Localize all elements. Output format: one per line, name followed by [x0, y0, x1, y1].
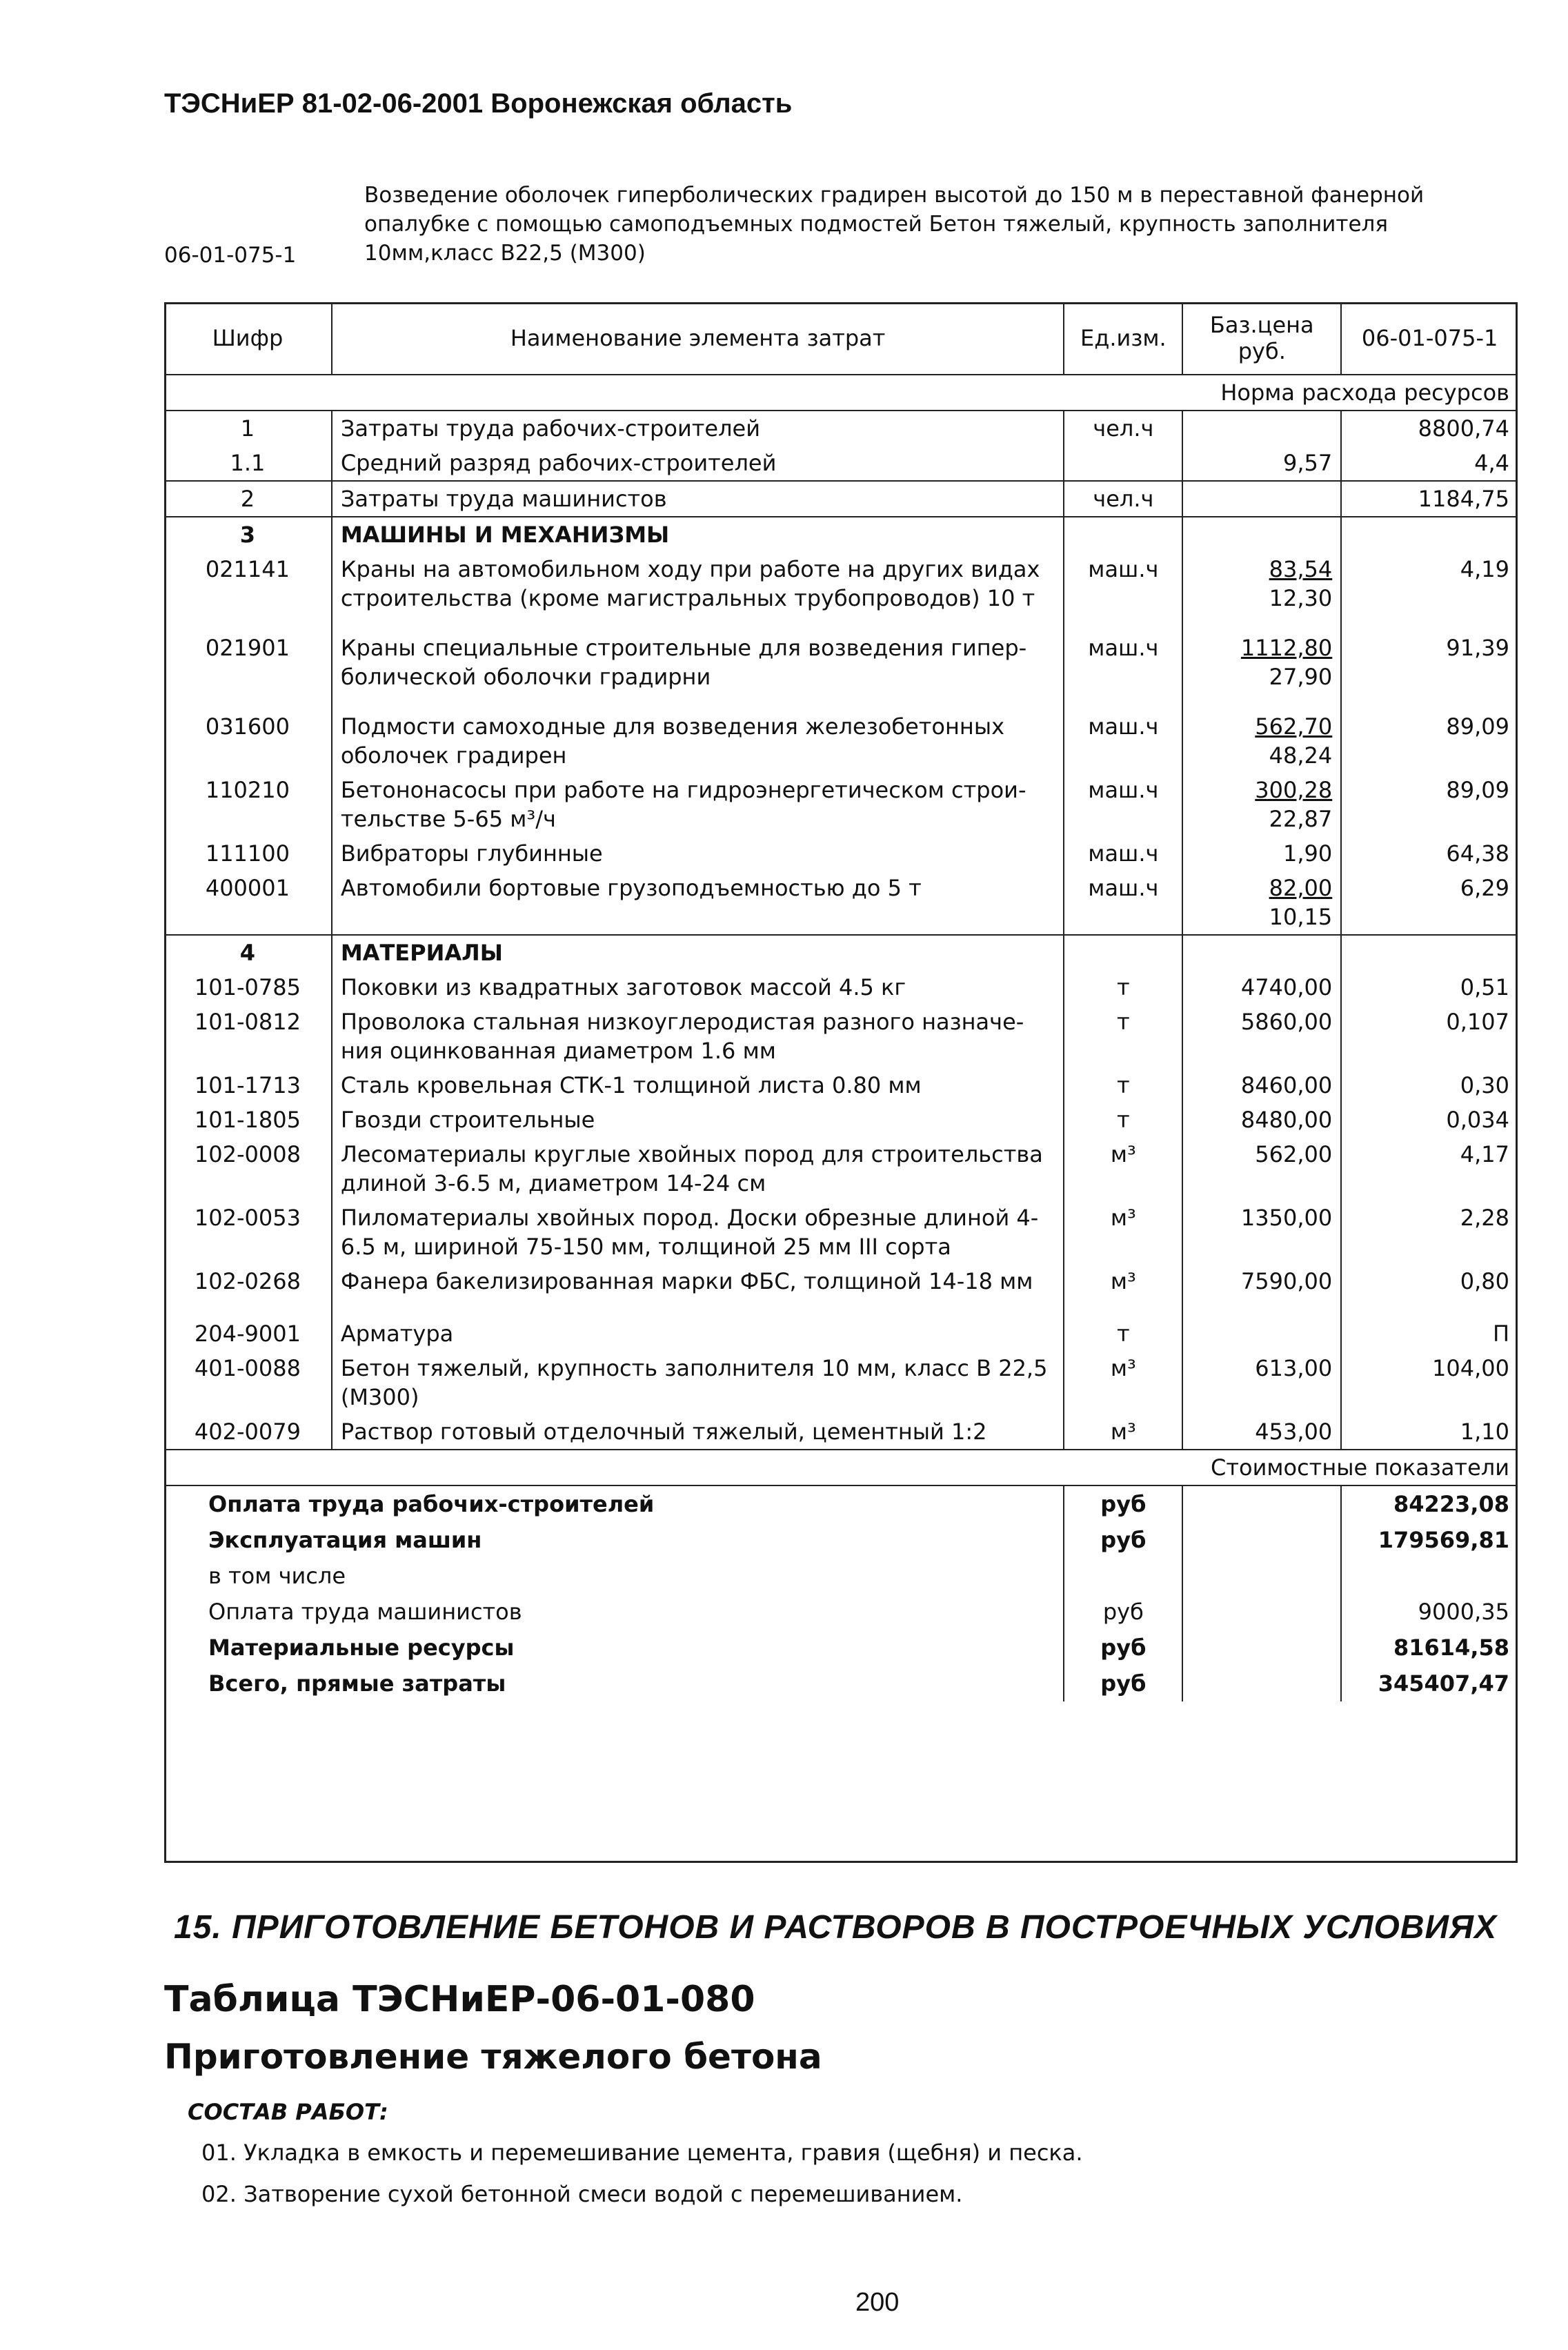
cell-code: 101-1805: [194, 1107, 301, 1133]
cell-name: МАШИНЫ И МЕХАНИЗМЫ: [332, 517, 1064, 552]
cell-unit: [1064, 935, 1182, 970]
cost-label: Стоимостные показатели: [164, 1450, 1518, 1485]
cell-unit: маш.ч: [1064, 552, 1182, 631]
summary-unit: руб: [1064, 1594, 1182, 1630]
intro-description: Возведение оболочек гиперболических градирен высотой до 150 м в переставной фанерной опалубке с помощью самоподъемных подмостей Бетон тяжелый, крупность заполнителя 10мм,класс В22,5 (М300): [364, 183, 1425, 266]
summary-row: [164, 1666, 1518, 1701]
cell-name: Подмости самоходные для возведения железобетонных оболочек градирен: [332, 709, 1064, 773]
cell-code: 102-0268: [194, 1268, 301, 1294]
table-row: [164, 552, 1518, 631]
operation-item: 01. Укладка в емкость и перемешивание цемента, гравия (щебня) и песка.: [201, 2140, 1083, 2166]
cell-code: 1.1: [230, 450, 266, 476]
cell-value: [1341, 935, 1518, 970]
cell-name: Пиломатериалы хвойных пород. Доски обрезные длиной 4-6.5 м, шириной 75-150 мм, толщиной 25 мм III сорта: [332, 1201, 1064, 1264]
cell-value: 0,30: [1341, 1068, 1518, 1103]
price-secondary: 27,90: [1269, 664, 1333, 690]
operations-list: [201, 2132, 1083, 2215]
cell-value: 0,034: [1341, 1103, 1518, 1137]
summary-unit: руб: [1064, 1485, 1182, 1522]
summary-row: [164, 1594, 1518, 1630]
price-primary: 4740,00: [1240, 974, 1333, 1000]
price-primary: 562,00: [1255, 1141, 1333, 1167]
composition-label: СОСТАВ РАБОТ:: [188, 2099, 388, 2125]
summary-name: Эксплуатация машин: [208, 1527, 482, 1553]
norms-table: [164, 302, 1518, 1701]
cell-value: 1,10: [1341, 1414, 1518, 1450]
table-row: [164, 970, 1518, 1005]
cell-code: 021901: [205, 635, 290, 661]
cell-value: 6,29: [1341, 871, 1518, 935]
price-primary: 8460,00: [1240, 1072, 1333, 1098]
cell-code: 021141: [205, 556, 290, 582]
header-price: Баз.цена руб.: [1182, 302, 1341, 375]
cell-price: [1182, 1264, 1341, 1316]
header-code: Шифр: [212, 325, 284, 351]
cell-price: [1182, 446, 1341, 481]
cell-code: 2: [164, 481, 332, 517]
summary-name: Оплата труда машинистов: [208, 1599, 522, 1625]
summary-empty: [1182, 1522, 1341, 1558]
price-primary: 562,70: [1255, 713, 1333, 740]
cell-code: 204-9001: [194, 1321, 301, 1347]
table-row: [164, 411, 1518, 446]
price-primary: 9,57: [1283, 450, 1333, 476]
cell-price: [1182, 631, 1341, 709]
table-row: [164, 1137, 1518, 1201]
cell-code: 031600: [205, 713, 290, 740]
cell-price: [1182, 1414, 1341, 1450]
table-header-row: [164, 302, 1518, 375]
cell-name: Сталь кровельная СТК-1 толщиной листа 0.80 мм: [332, 1068, 1064, 1103]
summary-unit: руб: [1064, 1630, 1182, 1666]
summary-unit: [1064, 1558, 1182, 1594]
price-secondary: 22,87: [1269, 806, 1333, 832]
cell-price: [1182, 935, 1341, 970]
summary-empty: [1182, 1666, 1341, 1701]
summary-row: [164, 1485, 1518, 1522]
cell-unit: [1064, 517, 1182, 552]
cell-value: 4,17: [1341, 1137, 1518, 1201]
cell-unit: [1064, 446, 1182, 481]
cell-name: Гвозди строительные: [332, 1103, 1064, 1137]
cell-name: Краны специальные строительные для возведения гипер-болической оболочки градирни: [332, 631, 1064, 709]
table-row: [164, 1414, 1518, 1450]
cost-label-row: [164, 1450, 1518, 1485]
cell-value: 64,38: [1341, 836, 1518, 871]
table-row: [164, 1103, 1518, 1137]
cell-unit: маш.ч: [1064, 773, 1182, 836]
price-primary: 613,00: [1255, 1355, 1333, 1381]
document-header: ТЭСНиЕР 81-02-06-2001 Воронежская область: [164, 88, 793, 119]
cell-unit: чел.ч: [1064, 481, 1182, 517]
cell-value: 8800,74: [1341, 411, 1518, 446]
cell-value: 0,107: [1341, 1005, 1518, 1068]
cell-name: Проволока стальная низкоуглеродистая разного назначе-ния оцинкованная диаметром 1.6 мм: [332, 1005, 1064, 1068]
norm-label-row: [164, 375, 1518, 411]
cell-price: [1182, 871, 1341, 935]
cell-unit: чел.ч: [1064, 411, 1182, 446]
table-row: [164, 1005, 1518, 1068]
table-row: [164, 1201, 1518, 1264]
header-unit: Ед.изм.: [1064, 302, 1182, 375]
cell-code: 4: [164, 935, 332, 970]
price-primary: 8480,00: [1240, 1107, 1333, 1133]
cell-code: 110210: [205, 777, 290, 803]
price-secondary: 48,24: [1269, 742, 1333, 769]
cell-value: 4,19: [1341, 552, 1518, 631]
summary-empty: [1182, 1558, 1341, 1594]
norm-label: Норма расхода ресурсов: [164, 375, 1518, 411]
table-row: [164, 1316, 1518, 1351]
cell-price: [1182, 1068, 1341, 1103]
summary-empty: [1182, 1594, 1341, 1630]
cell-unit: т: [1064, 1103, 1182, 1137]
price-secondary: 12,30: [1269, 585, 1333, 611]
summary-value: 81614,58: [1341, 1630, 1518, 1666]
cell-name: МАТЕРИАЛЫ: [332, 935, 1064, 970]
price-secondary: 10,15: [1269, 904, 1333, 930]
cell-name: Вибраторы глубинные: [332, 836, 1064, 871]
table-row: [164, 481, 1518, 517]
cell-code: 101-0785: [194, 974, 301, 1000]
cell-unit: м³: [1064, 1414, 1182, 1450]
summary-unit: руб: [1064, 1522, 1182, 1558]
summary-empty: [1182, 1630, 1341, 1666]
summary-value: 179569,81: [1341, 1522, 1518, 1558]
cell-name: Лесоматериалы круглые хвойных пород для строительства длиной 3-6.5 м, диаметром 14-24 см: [332, 1137, 1064, 1201]
cell-unit: маш.ч: [1064, 871, 1182, 935]
cell-name: Затраты труда рабочих-строителей: [332, 411, 1064, 446]
summary-name: Материальные ресурсы: [208, 1635, 515, 1661]
cell-code: 102-0053: [194, 1205, 301, 1231]
summary-row: [164, 1558, 1518, 1594]
cell-price: [1182, 709, 1341, 773]
cell-code: 101-0812: [194, 1009, 301, 1035]
cell-value: 4,4: [1341, 446, 1518, 481]
cell-unit: т: [1064, 970, 1182, 1005]
cell-unit: м³: [1064, 1201, 1182, 1264]
cell-value: 1184,75: [1341, 481, 1518, 517]
table-row: [164, 709, 1518, 773]
cell-price: [1182, 481, 1341, 517]
summary-value: 9000,35: [1341, 1594, 1518, 1630]
cell-price: [1182, 773, 1341, 836]
cell-name: Поковки из квадратных заготовок массой 4.5 кг: [332, 970, 1064, 1005]
cell-name: Автомобили бортовые грузоподъемностью до 5 т: [332, 871, 1064, 935]
cell-code: 101-1713: [194, 1072, 301, 1098]
cell-code: 102-0008: [194, 1141, 301, 1167]
cell-unit: м³: [1064, 1351, 1182, 1414]
cell-unit: т: [1064, 1005, 1182, 1068]
summary-value: 84223,08: [1341, 1485, 1518, 1522]
table-row: [164, 446, 1518, 481]
price-primary: 1112,80: [1240, 635, 1333, 661]
cell-unit: т: [1064, 1316, 1182, 1351]
price-primary: 1,90: [1283, 840, 1333, 867]
table-subtitle: Приготовление тяжелого бетона: [164, 2037, 822, 2077]
cell-price: [1182, 970, 1341, 1005]
cell-price: [1182, 517, 1341, 552]
cell-code: 3: [164, 517, 332, 552]
table-row: [164, 631, 1518, 709]
cell-value: П: [1341, 1316, 1518, 1351]
section-row: [164, 935, 1518, 970]
summary-empty: [1182, 1485, 1341, 1522]
cell-name: Фанера бакелизированная марки ФБС, толщиной 14-18 мм: [332, 1264, 1064, 1316]
cell-price: [1182, 1005, 1341, 1068]
cell-code: 1: [164, 411, 332, 446]
summary-name: в том числе: [208, 1563, 346, 1589]
price-primary: 5860,00: [1240, 1009, 1333, 1035]
cell-price: [1182, 1137, 1341, 1201]
cell-value: 89,09: [1341, 773, 1518, 836]
cell-code: 401-0088: [194, 1355, 301, 1381]
intro-code: 06-01-075-1: [164, 243, 297, 268]
summary-row: [164, 1522, 1518, 1558]
summary-row: [164, 1630, 1518, 1666]
summary-value: 345407,47: [1341, 1666, 1518, 1701]
cell-name: Арматура: [332, 1316, 1064, 1351]
cell-value: 91,39: [1341, 631, 1518, 709]
cell-value: 0,51: [1341, 970, 1518, 1005]
price-primary: 453,00: [1255, 1419, 1333, 1445]
price-primary: 7590,00: [1240, 1268, 1333, 1294]
cell-unit: маш.ч: [1064, 631, 1182, 709]
table-row: [164, 836, 1518, 871]
summary-name: Оплата труда рабочих-строителей: [164, 1485, 1064, 1522]
cell-name: Раствор готовый отделочный тяжелый, цементный 1:2: [332, 1414, 1064, 1450]
table-row: [164, 773, 1518, 836]
cell-price: [1182, 1351, 1341, 1414]
cell-price: [1182, 836, 1341, 871]
cell-name: Бетононасосы при работе на гидроэнергетическом строи-тельстве 5-65 м³/ч: [332, 773, 1064, 836]
table-row: [164, 1351, 1518, 1414]
cell-price: [1182, 1201, 1341, 1264]
cell-price: [1182, 411, 1341, 446]
cell-price: [1182, 1316, 1341, 1351]
cell-unit: маш.ч: [1064, 709, 1182, 773]
table-row: [164, 1264, 1518, 1316]
price-primary: 300,28: [1255, 777, 1333, 803]
table-title: Таблица ТЭСНиЕР-06-01-080: [164, 1979, 755, 2020]
section-row: [164, 517, 1518, 552]
cell-price: [1182, 552, 1341, 631]
table-row: [164, 1068, 1518, 1103]
cell-unit: м³: [1064, 1137, 1182, 1201]
cell-value: 89,09: [1341, 709, 1518, 773]
cell-name: Бетон тяжелый, крупность заполнителя 10 мм, класс В 22,5 (М300): [332, 1351, 1064, 1414]
cell-value: 104,00: [1341, 1351, 1518, 1414]
price-primary: 1350,00: [1240, 1205, 1333, 1231]
cell-name: Краны на автомобильном ходу при работе на других видах строительства (кроме магистральных трубопроводов) 10 т: [332, 552, 1064, 631]
cell-name: Средний разряд рабочих-строителей: [332, 446, 1064, 481]
cell-price: [1182, 1103, 1341, 1137]
cell-value: 2,28: [1341, 1201, 1518, 1264]
header-name: Наименование элемента затрат: [332, 302, 1064, 375]
summary-value: [1341, 1558, 1518, 1594]
cell-unit: т: [1064, 1068, 1182, 1103]
operation-item: 02. Затворение сухой бетонной смеси водой с перемешиванием.: [201, 2181, 963, 2207]
price-primary: 82,00: [1269, 875, 1333, 901]
price-primary: 83,54: [1269, 556, 1333, 582]
summary-unit: руб: [1064, 1666, 1182, 1701]
cell-code: 400001: [205, 875, 290, 901]
cell-unit: м³: [1064, 1264, 1182, 1316]
summary-name: Всего, прямые затраты: [208, 1670, 506, 1697]
header-norm-code: 06-01-075-1: [1341, 302, 1518, 375]
cell-name: Затраты труда машинистов: [332, 481, 1064, 517]
cell-code: 402-0079: [194, 1419, 301, 1445]
page-number: 200: [855, 2288, 900, 2317]
cell-code: 111100: [205, 840, 290, 867]
cell-value: [1341, 517, 1518, 552]
table-row: [164, 871, 1518, 935]
cell-value: 0,80: [1341, 1264, 1518, 1316]
cell-unit: маш.ч: [1064, 836, 1182, 871]
section-heading: 15. ПРИГОТОВЛЕНИЕ БЕТОНОВ И РАСТВОРОВ В ПОСТРОЕЧНЫХ УСЛОВИЯХ: [174, 1909, 1498, 1946]
